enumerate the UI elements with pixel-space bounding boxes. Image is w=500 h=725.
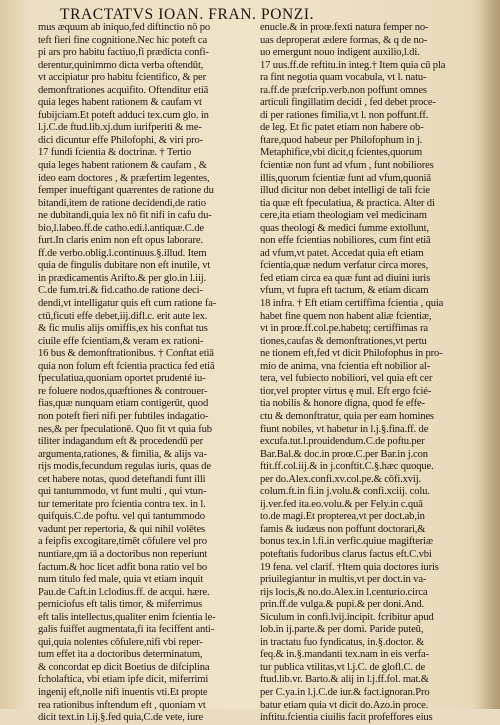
text-line: derentur,quinimmo dicta verba oftendūt, — [38, 59, 204, 71]
text-line: fiunt nobiles, vt habetur in l.j.§.fina.ff. de — [260, 423, 429, 435]
text-line: quia leges habent rationem & caufam , & — [38, 160, 207, 172]
text-line: uo emergunt nouo indigent auxilio,l.di. — [260, 47, 420, 59]
text-line: quia de fingulis dubitare non eft inutile, vt — [38, 260, 211, 272]
text-line: colum.ft.in fi.in j.volu.& confi.xciij. colu. — [260, 486, 430, 498]
text-line: fed etiam circa ea quæ funt ad diuini iuris — [260, 272, 431, 284]
text-line: & fic mulis alijs omiffis,ex his conftat tus — [38, 323, 208, 335]
text-line: galis fuiffet augmentata,fi ita feciffent anti- — [38, 624, 215, 636]
text-line: feq.& in.§.mandanti tex.nam in eis verfa- — [260, 649, 429, 661]
text-line: ctū,ficuti effe debet,iij.difl.c. erit aute lex. — [38, 310, 208, 322]
text-line: illis,quorum fcientiæ funt ad vfum,quoniā — [260, 172, 431, 184]
right-text-column — [260, 22, 474, 725]
text-line: bonus tex.in l.fi.in verfic.quiue magifteriæ — [260, 536, 433, 548]
text-line: per C.ya.in l.j.C.de iur.& fact.ignoran.Pro — [260, 686, 430, 698]
text-line: tiliter indagandum eft & procedendū per — [38, 436, 204, 448]
text-line: ftit.ff.col.iij.& in j.conftit.C.§.hæc quoque. — [260, 461, 434, 473]
text-line: 19 fena. vel clarif. †Item quia doctores iuris — [260, 561, 439, 573]
text-line: factum.& hoc licet adfit bona ratio vel bo — [38, 561, 208, 573]
text-line: dici dicuntur effe Philofophi, & viri pro- — [38, 134, 204, 146]
text-line: nes,& per fpeculationē. Quo fit vt quia fub — [38, 423, 212, 435]
text-line: perniciofus eft talis timor, & miferrimus — [38, 599, 203, 611]
text-line: dendi,vt intelligatur quis eft cum ratione fa- — [38, 298, 217, 310]
text-line: tior,vel propter virtus ę mul. Eft ergo fcié- — [260, 385, 432, 397]
text-line: to.de magi.Et propterea,vt per doct.ab,in — [260, 511, 425, 523]
text-line: qui,quia nolentes cōfulere,nifi vbi reper- — [38, 636, 203, 648]
text-line: 18 infra. † Eft etiam certiffima fcientia , quia — [260, 298, 444, 310]
text-line: fpeculatiua,quoniam oportet prudenté iu- — [38, 373, 206, 385]
text-line: in tractatu fuo fyndicatus, in.§.doctor. & — [260, 636, 425, 648]
text-line: bio,l.labeo.ff.de catho.edi.l.antiquæ.C.de — [38, 222, 204, 234]
text-line: tia quæ eft fpeculatiua, & practica. Alter di — [260, 197, 435, 209]
text-line: demonftrationes acquifito. Oftenditur etiā — [38, 84, 209, 96]
text-line: uas deproperat ædere formas, & q de no- — [260, 34, 428, 46]
text-line: 16 bus & demonftrationibus. † Conftat etiā — [38, 348, 214, 360]
text-line: priuilegiantur in multis,vt per doct.in va- — [260, 574, 427, 586]
text-line: re foluere nodos,quæftiones & controuer- — [38, 385, 208, 397]
text-line: in prædicamentis Arifto.& per glo.in l.iij. — [38, 272, 207, 284]
text-line: ne dubitandi,quia lex nō fit nifi in cafu du- — [38, 210, 212, 222]
text-line: fcholaftica, vbi etiam ipfe dicit, miferrimi — [38, 674, 209, 686]
text-line: a feipfis excogitare,timēt cōfulere vel pro — [38, 536, 207, 548]
text-line: fias,quæ nunquam etiam contigerūt, quod — [38, 398, 209, 410]
text-line: argumenta,rationes, & fimilia, & alijs va- — [38, 448, 207, 460]
text-line: batur etiam quia vt dicit do.Azo.in proce. — [260, 699, 429, 711]
text-line: ra fint negotia quam vocabula, vt l. natu- — [260, 72, 427, 84]
text-line: rijs locis,& no.do.Alex.in l.centurio.circa — [260, 586, 428, 598]
text-line: tum effet ita a doctoribus determinatum, — [38, 649, 203, 661]
text-line: ingenij eft,nolle nifi inuentis vti.Et propte — [38, 686, 208, 698]
text-line: ff.de verbo.oblig.l.continuus.§.illud. Item — [38, 247, 207, 259]
text-line: tur temeritate pro fcientia contra tex. in l. — [38, 498, 206, 510]
text-line: 17 fundi fcientia & doctrinæ. † Tertio — [38, 147, 192, 159]
text-line: illud dicitur non debet intelligi de tali fcie — [260, 185, 430, 197]
text-line: poteftatis fudoribus clarus factus eft.C.vbi — [260, 548, 432, 560]
text-line: Siculum in confi.lvij.incipit. fcribitur apud — [260, 611, 434, 623]
text-line: tiones,caufas & demonftrationes,vt pertu — [260, 335, 427, 347]
text-line: mus æquum ab iniquo,fed diftinctio nō po — [38, 22, 211, 33]
text-line: ij.ver.fed ita.eo.volu.& per Fely.in c.quā — [260, 498, 423, 510]
text-line: bitandi,item de ratione decidendi,de ratio — [38, 197, 206, 209]
text-line: fcientia,quæ nedum verfatur circa mores, — [260, 260, 429, 272]
text-line: cet habere notas, quod deteftandi funt illi — [38, 473, 206, 485]
text-line: pi ars pro habitu factiuo,fi prædicta confi- — [38, 47, 209, 59]
text-line: non poteft fieri nifi per fubtiles indagatio- — [38, 410, 209, 422]
text-line: dicit text.in l.ij.§.fed quia,C.de vete, iure — [38, 712, 204, 724]
text-line: & concordat ep dicit Boetius de difciplina — [38, 661, 210, 673]
text-line: ftare,quod habeur per Philofophum in j. — [260, 134, 423, 146]
left-text-column — [38, 22, 244, 725]
text-line: ne tionem eft,fed vt dicit Philofophus in pro- — [260, 348, 443, 360]
text-line: rijs modis,fecundum regulas iuris, quas de — [38, 461, 211, 473]
text-line: ad vfum,vt patet. Accedat quia eft etiam — [260, 247, 424, 259]
text-line: habet fine quem non habent aliæ fcientiæ, — [260, 310, 432, 322]
text-line: tera, vel fubiecto nobiliori, vel quia eft cer — [260, 373, 433, 385]
text-line: ctu & demonftratur, quia per eam homines — [260, 410, 434, 422]
text-line: quia non folum eft fcientia practica fed etiā — [38, 360, 215, 372]
text-line: vadunt per repertoria, & qui nihil volētes — [38, 523, 205, 535]
text-line: vt in proœ.ff.col.pe.habetq; certiffimas ra — [260, 323, 428, 335]
text-line: ftud.lib.vr. Barto.& alij in l.j.ff.fol. mat.& — [260, 674, 429, 686]
text-line: Bar.Bal.& doc.in proœ.C.per Bar.in j.con — [260, 448, 428, 460]
text-line: fubijciam.Et poteft adduci tex.cum glo. in — [38, 109, 209, 121]
text-line: femper inueftigant quærentes de ratione du — [38, 185, 214, 197]
text-line: Metaphifice,vbi dicit,q fcientes,quorum — [260, 147, 423, 159]
text-line: C.de fum.tri.& fid.catho.de ratione deci- — [38, 285, 203, 297]
text-line: excufa.tut.l.prouidendum.C.de poftu.per — [260, 436, 425, 448]
text-line: mio de anima, vna fcientia eft nobilior al- — [260, 360, 431, 372]
text-line: ideo eam doctores , & præfertim legentes, — [38, 172, 210, 184]
text-line: num titulo fed male, quia vt etiam inquit — [38, 574, 204, 586]
text-line: ra.ff.de præfcrip.verb.non poffunt omnes — [260, 84, 427, 96]
text-line: quifquis.C.de poftu. vel qui tantummodo — [38, 511, 205, 523]
page-edge-shadow — [478, 0, 500, 709]
text-line: qui tantummodo, vt funt multi , qui vtun- — [38, 486, 207, 498]
text-line: tur publica vtilitas,vt l.j.C. de glofl.C. de — [260, 661, 426, 673]
text-line: famis & iudæus non poffunt doctorari,& — [260, 523, 426, 535]
text-line: ciuile effe fcientiam,& veram ex rationi- — [38, 335, 204, 347]
text-line: vfum, vt fupra eft tactum, & etiam dicam — [260, 285, 429, 297]
text-line: fcientiæ non funt ad vfum , funt nobiliores — [260, 160, 434, 172]
text-line: eft talis intellectus,qualiter enim fcientia le- — [38, 611, 216, 623]
text-line: l.j.C.de ftud.lib.xj.dum iurifperiti & me- — [38, 122, 202, 134]
running-title: TRACTATVS IOAN. FRAN. PONZI. — [60, 6, 315, 23]
text-line: di per rationes fimilia,vt l. non poffunt.ff. — [260, 109, 429, 121]
text-line: rea rationibus inftendum eft , quoniam vt — [38, 699, 206, 711]
text-line: cere,ita etiam theologiam vel medicinam — [260, 210, 427, 222]
text-line: teft fieri fine cognitione.Nec hic poteft ca — [38, 34, 207, 46]
text-line: quia leges habent rationem & caufam vt — [38, 97, 202, 109]
text-line: per do.Alex.confi.xv.col.pe.& cōfi.xvij. — [260, 473, 422, 485]
text-line: lob.in ij.parte.& per domi. Paride puteū, — [260, 624, 424, 636]
text-line: 17 uus.ff.de reftitu.in integ.† Item quia cū pla — [260, 59, 446, 71]
text-line: vt accipiatur pro habitu fcientifico, & per — [38, 72, 206, 84]
text-line: tia nobilis & honore digna, quod fe effe- — [260, 398, 425, 410]
text-line: prin.ff.de vulga.& pupi.& per doni.And. — [260, 599, 425, 611]
text-line: de leg. Et fic patet etiam non habere ob- — [260, 122, 424, 134]
text-line: inftitu.fcientia ciuilis facit profeffores eius — [260, 712, 433, 724]
text-line: furt.In claris enim non eft opus laborare. — [38, 235, 203, 247]
text-line: nuntiare,qm iā a doctoribus non reperiunt — [38, 548, 208, 560]
text-line: enucle.& in proœ.fexti natura femper no- — [260, 22, 429, 33]
text-line: quas theologi & medici fumme extollunt, — [260, 222, 429, 234]
text-line: non effe fcientias nobiliores, cum fint etiā — [260, 235, 431, 247]
text-line: articuli fingillatim decidi , fed debet proce- — [260, 97, 436, 109]
text-line: Pau.de Caft.in l.clodius.ff. de acqui. hære. — [38, 586, 210, 598]
